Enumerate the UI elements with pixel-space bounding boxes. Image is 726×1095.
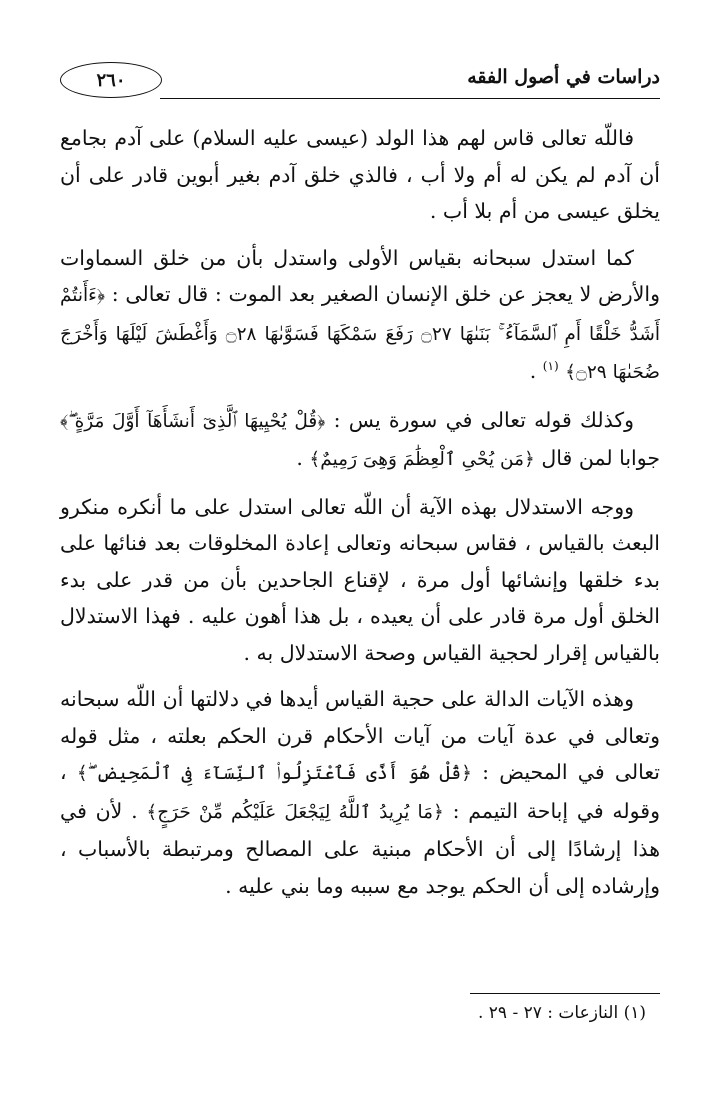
paragraph-5 [60, 681, 660, 904]
header-rule [160, 98, 660, 99]
paragraph-text: فاللّه تعالى قاس لهم هذا الولد (عيسى عليه السلام) على آدم بجامع أن آدم لم يكن له أم ولا أب ، فالذي خلق آدم بغير أبوين قادر على أن يخلق عيسى من أم بلا أب . [60, 126, 660, 223]
paragraph-3 [60, 402, 660, 479]
page-number: ٢٦٠ [96, 69, 126, 91]
quran-verse: ﴿مَا يُرِيدُ ٱللَّهُ لِيَجْعَلَ عَلَيْكُم مِّنْ حَرَجٍ﴾ [146, 801, 444, 823]
paragraph-4 [60, 489, 660, 672]
paragraph-1 [60, 120, 660, 230]
running-title: دراسات في أصول الفقه [467, 66, 660, 88]
page-number-badge [60, 62, 162, 98]
paragraph-text: . [296, 446, 303, 470]
paragraph-text: جوابا لمن قال [541, 446, 660, 470]
page-body [60, 120, 660, 914]
footnote-ref[interactable]: (١) [542, 359, 559, 374]
paragraph-text: ووجه الاستدلال بهذه الآية أن اللّه تعالى استدل على ما أنكره منكرو البعث بالقياس ، فقاس سبحانه وتعالى إعادة المخلوقات بعد فنائها على بدء خلقها وإنشائها أول مرة ، لإقناع الجاحدين بأن من قدر على بدء الخلق أول مرة قادر على أن يعيده ، بل هذا أهون عليه . فهذا الاستدلال بالقياس إقرار لحجية القياس وصحة الاستدلال به . [60, 494, 660, 665]
paragraph-2 [60, 240, 660, 392]
quran-verse: ﴿مَن يُحْىِ ٱلْعِظَٰمَ وَهِىَ رَمِيمٌ﴾ [309, 449, 535, 470]
paragraph-text: ، وقوله في إباحة التيمم : [60, 760, 660, 823]
footnote: (١) النازعات : ٢٧ - ٢٩ . [477, 1003, 646, 1023]
paragraph-text: وكذلك قوله تعالى في سورة يس : [333, 407, 634, 432]
page-header [60, 60, 660, 100]
quran-verse: ﴿ءَأَنتُمْ أَشَدُّ خَلْقًا أَمِ ٱلسَّمَآءُ ۚ بَنَىٰهَا ۝٢٧ رَفَعَ سَمْكَهَا فَسَوَّىٰهَا ۝٢٨ وَأَغْطَشَ لَيْلَهَا وَأَخْرَجَ ضُحَىٰهَا ۝٢٩﴾ [60, 285, 660, 383]
paragraph-text: . [529, 359, 537, 383]
paragraph-text: وهذه الآيات الدالة على حجية القياس أيدها في دلالتها أن اللّه سبحانه وتعالى في عدة آيات من آيات الأحكام قرن الحكم بعلته ، مثل قوله تعالى في المحيض : [60, 687, 660, 784]
paragraph-text: . لأن في هذا إرشادًا إلى أن الأحكام مبنية على المصالح ومرتبطة بالأسباب ، وإرشاده إلى أن الحكم يوجد مع سببه وما بني عليه . [60, 798, 660, 898]
paragraph-text: كما استدل سبحانه بقياس الأولى واستدل بأن من خلق السماوات والأرض لا يعجز عن خلق الإنسان الصغير بعد الموت : قال تعالى : [60, 245, 660, 306]
quran-verse: ﴿قُلْ هُوَ أَذًى فَٱعْتَزِلُوا۟ ٱلنِّسَآءَ فِى ٱلْمَحِيضِ ۖ﴾ [76, 763, 472, 784]
quran-verse: ﴿قُلْ يُحْيِيهَا ٱلَّذِىٓ أَنشَأَهَآ أَوَّلَ مَرَّةٍ ۖ﴾ [60, 410, 326, 432]
footnote-separator [470, 993, 660, 994]
